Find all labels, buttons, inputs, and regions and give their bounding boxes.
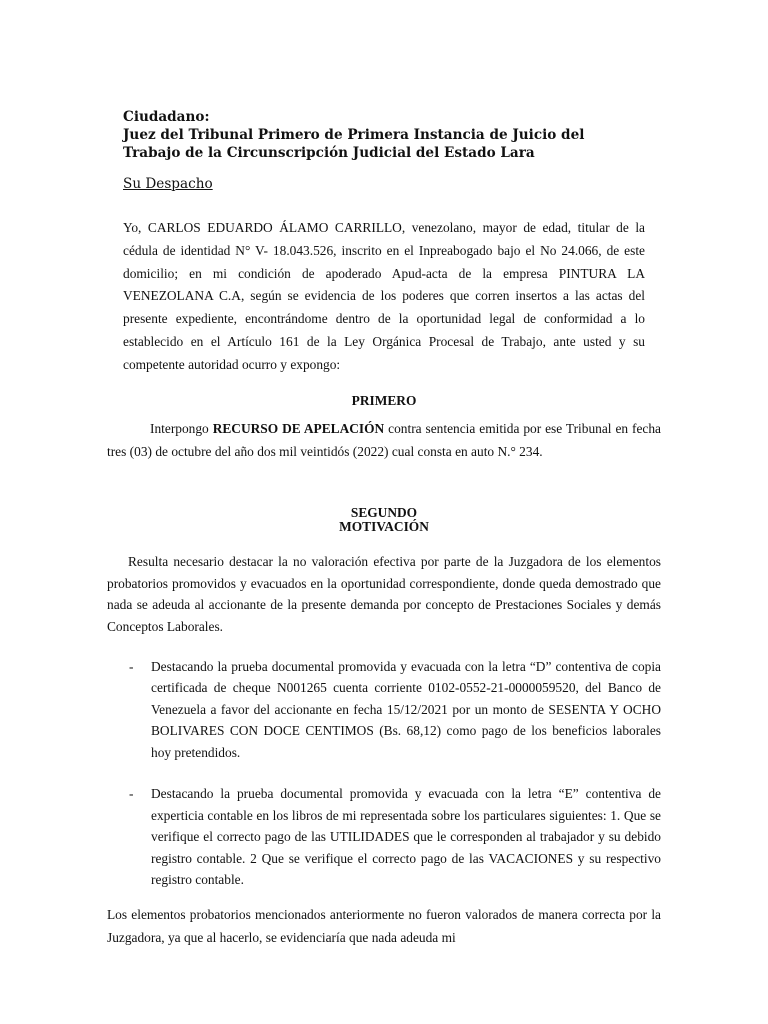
recurso-apelacion-text: RECURSO DE APELACIÓN [212, 421, 385, 436]
bullet-text-prueba-e: Destacando la prueba documental promovida y evacuada con la letra “E” contentiva de experticia contable en los libros de mi representada sobre los particulares siguientes: 1. Que se verifique el correcto pago de las UTILIDADES que le corresponden al trabajador y su debido registro contable. 2 Que se verifique el correcto pago de las VACACIONES y su respectivo registro contable. [151, 786, 661, 888]
section-heading-segundo: SEGUNDO [350, 505, 418, 520]
list-item [129, 783, 661, 891]
primero-rest-text: contra sentencia emitida por ese Tribunal en fecha tres (03) de octubre del año dos mil veintidós (2022) cual consta en auto N.° 234. [107, 421, 661, 459]
addressee-judge-line: Juez del Tribunal Primero de Primera Instancia de Juicio del [123, 127, 585, 143]
section-heading-primero: PRIMERO [351, 393, 417, 408]
bullet-dash: - [129, 659, 134, 674]
su-despacho-label: Su Despacho [123, 176, 213, 192]
intro-paragraph: Yo, CARLOS EDUARDO ÁLAMO CARRILLO, venezolano, mayor de edad, titular de la cédula de identidad N° V- 18.043.526, inscrito en el Inpreabogado bajo el No 24.066, de este domicilio; en mi condición de apoderado Apud-acta de la empresa PINTURA LA VENEZOLANA C.A, según se evidencia de los poderes que corren insertos a las actas del presente expediente, encontrándome dentro de la oportunidad legal de conformidad a lo establecido en el Artículo 161 de la Ley Orgánica Procesal de Trabajo, ante usted y su competente autoridad ocurro y expongo: [123, 220, 645, 372]
section-heading-motivacion: MOTIVACIÓN [339, 519, 429, 534]
primero-lead-text: Interpongo [150, 421, 213, 436]
bullet-text-prueba-d: Destacando la prueba documental promovida y evacuada con la letra “D” contentiva de copia certificada de cheque N001265 cuenta corriente 0102-0552-21-0000059520, del Banco de Venezuela a favor del accionante en fecha 15/12/2021 por un monto de SESENTA Y OCHO BOLIVARES CON DOCE CENTIMOS (Bs. 68,12) como pago de los beneficios laborales hoy pretendidos. [151, 659, 661, 760]
addressee-court-line: Trabajo de la Circunscripción Judicial del Estado Lara [123, 145, 535, 161]
primero-paragraph [107, 418, 661, 464]
list-item [129, 656, 661, 763]
addressee-block [123, 108, 643, 162]
addressee-title: Ciudadano: [123, 109, 210, 125]
motivacion-paragraph: Resulta necesario destacar la no valoración efectiva por parte de la Juzgadora de los elementos probatorios promovidos y evacuados en la oportunidad correspondiente, donde queda demostrado que nada se adeuda al accionante de la presente demanda por concepto de Prestaciones Sociales y demás Conceptos Laborales. [107, 554, 661, 634]
bullet-dash: - [129, 786, 134, 801]
closing-paragraph: Los elementos probatorios mencionados anteriormente no fueron valorados de manera correcta por la Juzgadora, ya que al hacerlo, se evidenciaría que nada adeuda mi [107, 907, 661, 945]
